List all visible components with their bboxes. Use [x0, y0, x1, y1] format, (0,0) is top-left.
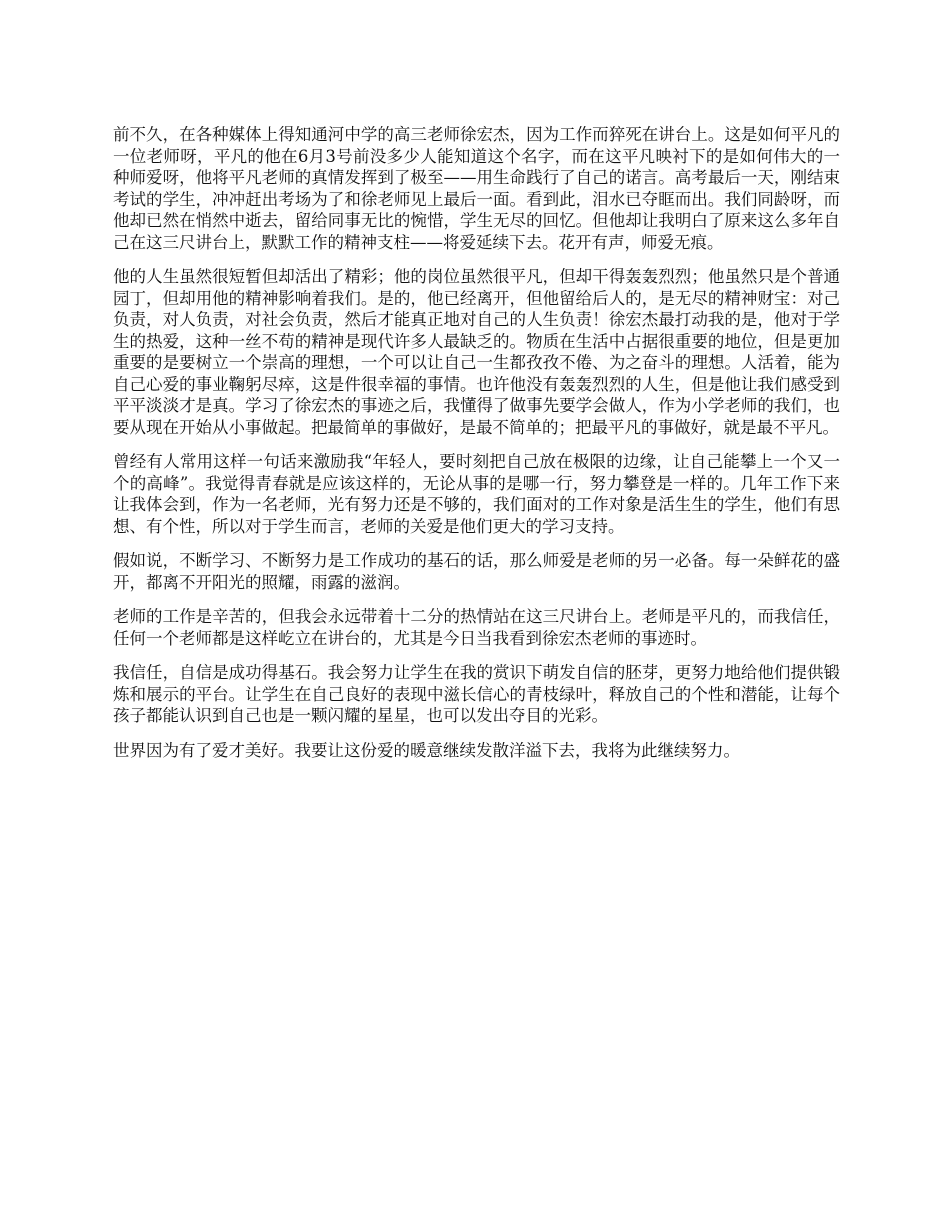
paragraph-7: 世界因为有了爱才美好。我要让这份爱的暖意继续发散洋溢下去，我将为此继续努力。 — [113, 740, 740, 760]
paragraph-4: 假如说，不断学习、不断努力是工作成功的基石的话，那么师爱是老师的另一必备。每一朵鲜花的盛开，都离不开阳光的照耀，雨露的滋润。 — [113, 551, 840, 592]
paragraph-5: 老师的工作是辛苦的，但我会永远带着十二分的热情站在这三尺讲台上。老师是平凡的，而我信任，任何一个老师都是这样屹立在讲台的，尤其是今日当我看到徐宏杰老师的事迹时。 — [113, 607, 840, 648]
paragraph-3: 曾经有人常用这样一句话来激励我“年轻人，要时刻把自己放在极限的边缘，让自己能攀上一个又一个的高峰”。我觉得青春就是应该这样的，无论从事的是哪一行，努力攀登是一样的。几年工作下来让我体会到，作为一名老师，光有努力还是不够的，我们面对的工作对象是活生生的学生，他们有思想、有个性，所以对于学生而言，老师的关爱是他们更大的学习支持。 — [113, 452, 840, 536]
document-body — [113, 124, 840, 774]
paragraph-6: 我信任，自信是成功得基石。我会努力让学生在我的赏识下萌发自信的胚芽，更努力地给他们提供锻炼和展示的平台。让学生在自己良好的表现中滋长信心的青枝绿叶，释放自己的个性和潜能，让每个孩子都能认识到自己也是一颗闪耀的星星，也可以发出夺目的光彩。 — [113, 663, 840, 725]
paragraph-1: 前不久，在各种媒体上得知通河中学的高三老师徐宏杰，因为工作而猝死在讲台上。这是如何平凡的一位老师呀，平凡的他在6月3号前没多少人能知道这个名字，而在这平凡映衬下的是如何伟大的一种师爱呀，他将平凡老师的真情发挥到了极至——用生命践行了自己的诺言。高考最后一天，刚结束考试的学生，冲冲赶出考场为了和徐老师见上最后一面。看到此，泪水已夺眶而出。我们同龄呀，而他却已然在悄然中逝去，留给同事无比的惋惜，学生无尽的回忆。但他却让我明白了原来这么多年自己在这三尺讲台上，默默工作的精神支柱——将爱延续下去。花开有声，师爱无痕。 — [113, 125, 840, 252]
paragraph-2: 他的人生虽然很短暂但却活出了精彩；他的岗位虽然很平凡，但却干得轰轰烈烈；他虽然只是个普通园丁，但却用他的精神影响着我们。是的，他已经离开，但他留给后人的，是无尽的精神财宝：对己负责，对人负责，对社会负责，然后才能真正地对自己的人生负责！徐宏杰最打动我的是，他对于学生的热爱，这种一丝不苟的精神是现代许多人最缺乏的。物质在生活中占据很重要的地位，但是更加重要的是要树立一个崇高的理想，一个可以让自己一生都孜孜不倦、为之奋斗的理想。人活着，能为自己心爱的事业鞠躬尽瘁，这是件很幸福的事情。也许他没有轰轰烈烈的人生，但是他让我们感受到平平淡淡才是真。学习了徐宏杰的事迹之后，我懂得了做事先要学会做人，作为小学老师的我们，也要从现在开始从小事做起。把最简单的事做好，是最不简单的；把最平凡的事做好，就是最不平凡。 — [113, 267, 840, 437]
